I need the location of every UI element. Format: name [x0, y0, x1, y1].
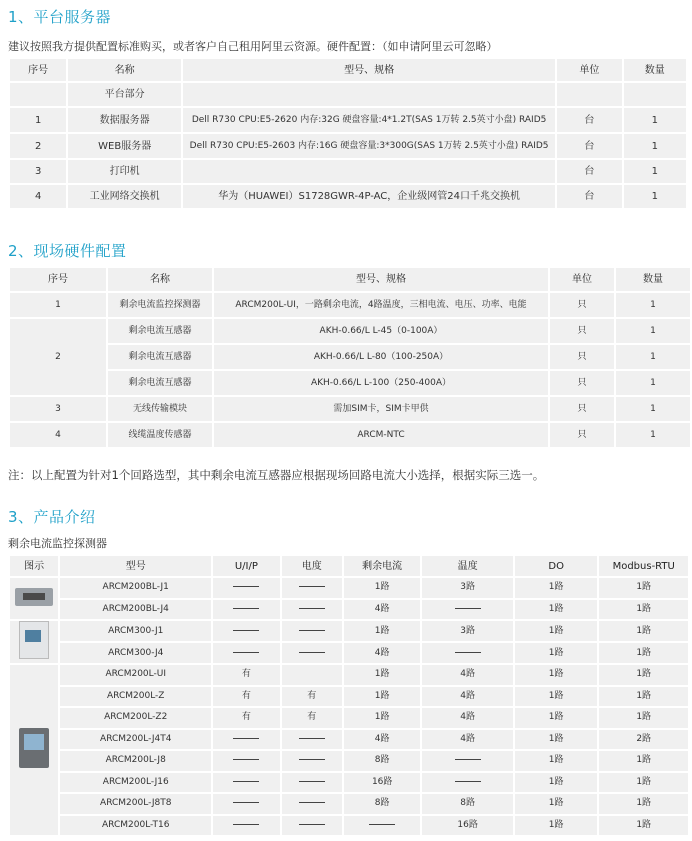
cell-energy-value [299, 781, 325, 782]
cell-spec: AKH-0.66/L L-45（0-100A） [214, 319, 548, 345]
cell-unit: 台 [557, 108, 621, 134]
arcm300-device-icon [19, 621, 49, 659]
cell-do [515, 708, 597, 730]
cell-energy [282, 600, 342, 622]
section1-title: 1、平台服务器 [8, 8, 112, 26]
cell-do [515, 600, 597, 622]
table-row [10, 160, 686, 185]
cell-modbus-value: 1路 [636, 819, 652, 830]
cell-model [60, 773, 211, 795]
cell-modbus-value: 1路 [636, 755, 652, 766]
cell-modbus [599, 751, 688, 773]
cell-do-value: 1路 [548, 712, 564, 723]
table-row [10, 578, 688, 600]
cell-residual-current-value: 4路 [374, 733, 390, 744]
cell-temperature-value: 4路 [460, 690, 476, 701]
cell-modbus [599, 665, 688, 687]
cell-temperature-value [455, 759, 481, 760]
cell-residual-current-value: 4路 [374, 603, 390, 614]
col-header: 序号 [10, 268, 106, 293]
cell-residual-current [344, 687, 420, 709]
cell-name: 剩余电流互感器 [108, 371, 212, 397]
cell-uip-value [233, 802, 259, 803]
cell-modbus-value: 1路 [636, 625, 652, 636]
cell-uip-value [233, 738, 259, 739]
cell-do-value: 1路 [548, 755, 564, 766]
cell-uip-value: 有 [241, 690, 251, 701]
cell-spec: 华为（HUAWEI）S1728GWR-4P-AC，企业级网管24口千兆交换机 [183, 185, 555, 210]
cell-temperature-value: 8路 [460, 798, 476, 809]
cell-model [60, 708, 211, 730]
cell-energy-value: 有 [307, 712, 317, 723]
section2-note: 注：以上配置为针对1个回路选型，其中剩余电流互感器应根据现场回路电流大小选择，根据实际三选一。 [8, 468, 545, 482]
cell-name: WEB服务器 [68, 134, 181, 160]
cell-unit: 只 [550, 423, 614, 449]
cell-unit: 只 [550, 319, 614, 345]
cell-do [515, 687, 597, 709]
cell-uip-value [233, 759, 259, 760]
cell-modbus [599, 621, 688, 643]
cell-uip-value [233, 608, 259, 609]
cell-model-value: ARCM200L-J16 [102, 776, 169, 787]
cell-unit: 台 [557, 160, 621, 185]
table-row [10, 185, 686, 210]
cell-model-value: ARCM300-J1 [108, 625, 164, 636]
cell-qty: 1 [616, 293, 690, 319]
cell-modbus [599, 730, 688, 752]
cell-energy [282, 816, 342, 838]
cell-energy-value [299, 608, 325, 609]
cell-do [515, 643, 597, 665]
cell-no: 4 [10, 423, 106, 449]
cell-modbus-value: 1路 [636, 582, 652, 593]
table-header-row [10, 268, 690, 293]
cell-qty: 1 [616, 345, 690, 371]
cell-no: 4 [10, 185, 66, 210]
cell-temperature-value [455, 608, 481, 609]
cell-qty [624, 83, 686, 108]
cell-name: 无线传输模块 [108, 397, 212, 423]
cell-name: 工业网络交换机 [68, 185, 181, 210]
cell-qty: 1 [624, 185, 686, 210]
cell-modbus-value: 1路 [636, 669, 652, 680]
product-table [8, 556, 690, 837]
cell-uip [213, 578, 279, 600]
cell-name: 数据服务器 [68, 108, 181, 134]
cell-model-value: ARCM200L-T16 [102, 819, 170, 830]
cell-no: 3 [10, 160, 66, 185]
cell-model [60, 578, 211, 600]
cell-qty: 1 [616, 371, 690, 397]
col-header: 型号、规格 [214, 268, 548, 293]
cell-modbus-value: 1路 [636, 690, 652, 701]
cell-energy [282, 730, 342, 752]
cell-residual-current [344, 773, 420, 795]
cell-residual-current-value: 8路 [374, 755, 390, 766]
cell-temperature-value: 3路 [460, 625, 476, 636]
cell-modbus [599, 773, 688, 795]
cell-model-value: ARCM200BL-J1 [102, 582, 169, 593]
cell-modbus [599, 600, 688, 622]
cell-temperature [422, 600, 513, 622]
table-header-row [10, 556, 688, 578]
cell-do [515, 773, 597, 795]
server-table [8, 59, 688, 210]
cell-uip-value: 有 [241, 669, 251, 680]
cell-model-value: ARCM200L-J8T8 [100, 798, 172, 809]
product-image [10, 665, 58, 837]
cell-residual-current [344, 621, 420, 643]
cell-do-value: 1路 [548, 733, 564, 744]
cell-do [515, 621, 597, 643]
cell-spec: Dell R730 CPU:E5-2620 内存:32G 硬盘容量:4*1.2T(SAS 1万转 2.5英寸小盘) RAID5 [183, 108, 555, 134]
cell-temperature-value [455, 652, 481, 653]
col-header: 序号 [10, 59, 66, 83]
cell-do-value: 1路 [548, 647, 564, 658]
section3-subtitle: 剩余电流监控探测器 [8, 537, 107, 550]
cell-temperature-value: 4路 [460, 712, 476, 723]
cell-energy-value [299, 824, 325, 825]
col-header: 数量 [616, 268, 690, 293]
col-header: Modbus-RTU [599, 556, 688, 578]
cell-name: 打印机 [68, 160, 181, 185]
cell-energy-value [299, 802, 325, 803]
arcm200l-device-icon [19, 728, 49, 768]
cell-model-value: ARCM200L-Z2 [104, 712, 168, 723]
cell-residual-current-value: 1路 [374, 582, 390, 593]
table-row [10, 730, 688, 752]
col-header: 单位 [550, 268, 614, 293]
cell-no: 1 [10, 108, 66, 134]
cell-energy [282, 643, 342, 665]
cell-temperature-value: 16路 [457, 819, 478, 830]
cell-do-value: 1路 [548, 690, 564, 701]
cell-residual-current [344, 794, 420, 816]
col-header: 单位 [557, 59, 621, 83]
cell-do-value: 1路 [548, 603, 564, 614]
cell-qty: 1 [624, 108, 686, 134]
cell-model [60, 816, 211, 838]
cell-energy [282, 708, 342, 730]
cell-spec [183, 83, 555, 108]
cell-residual-current [344, 751, 420, 773]
cell-energy [282, 773, 342, 795]
cell-no [10, 83, 66, 108]
table-header-row [10, 59, 686, 83]
cell-temperature [422, 643, 513, 665]
cell-temperature [422, 816, 513, 838]
cell-uip [213, 730, 279, 752]
cell-temperature [422, 730, 513, 752]
cell-modbus-value: 1路 [636, 712, 652, 723]
cell-spec: AKH-0.66/L L-100（250-400A） [214, 371, 548, 397]
cell-do [515, 816, 597, 838]
cell-name: 线缆温度传感器 [108, 423, 212, 449]
table-row [10, 319, 690, 345]
cell-model [60, 751, 211, 773]
col-header: 名称 [68, 59, 181, 83]
cell-spec [183, 160, 555, 185]
table-row [10, 751, 688, 773]
cell-spec: ARCM200L-UI，一路剩余电流，4路温度，三相电流、电压、功率、电能 [214, 293, 548, 319]
table-row [10, 345, 690, 371]
cell-modbus-value: 2路 [636, 733, 652, 744]
product-image [10, 621, 58, 665]
cell-energy [282, 794, 342, 816]
cell-residual-current [344, 816, 420, 838]
table-row [10, 83, 686, 108]
cell-energy-value [299, 652, 325, 653]
cell-modbus-value: 1路 [636, 603, 652, 614]
cell-spec: AKH-0.66/L L-80（100-250A） [214, 345, 548, 371]
cell-do-value: 1路 [548, 776, 564, 787]
cell-modbus [599, 708, 688, 730]
cell-do-value: 1路 [548, 625, 564, 636]
cell-residual-current [344, 665, 420, 687]
cell-modbus [599, 643, 688, 665]
cell-do [515, 751, 597, 773]
cell-model [60, 794, 211, 816]
hardware-table [8, 268, 692, 449]
cell-uip [213, 621, 279, 643]
cell-modbus [599, 816, 688, 838]
cell-residual-current [344, 643, 420, 665]
cell-no: 2 [10, 319, 106, 397]
cell-temperature-value [455, 781, 481, 782]
cell-temperature [422, 665, 513, 687]
cell-temperature [422, 708, 513, 730]
cell-spec: 需加SIM卡，SIM卡甲供 [214, 397, 548, 423]
cell-residual-current-value: 1路 [374, 625, 390, 636]
cell-uip [213, 773, 279, 795]
cell-uip [213, 643, 279, 665]
cell-temperature [422, 578, 513, 600]
cell-unit: 台 [557, 134, 621, 160]
table-row [10, 423, 690, 449]
cell-energy [282, 621, 342, 643]
cell-energy [282, 665, 342, 687]
cell-uip [213, 708, 279, 730]
cell-model [60, 600, 211, 622]
cell-uip-value [233, 781, 259, 782]
product-image [10, 578, 58, 621]
cell-model-value: ARCM200L-UI [105, 669, 166, 680]
cell-uip-value: 有 [241, 712, 251, 723]
col-header: 型号、规格 [183, 59, 555, 83]
col-header: 名称 [108, 268, 212, 293]
cell-energy-value [299, 630, 325, 631]
col-header: 剩余电流 [344, 556, 420, 578]
cell-do-value: 1路 [548, 669, 564, 680]
col-header: 图示 [10, 556, 58, 578]
cell-uip [213, 687, 279, 709]
cell-energy-value [299, 586, 325, 587]
cell-qty: 1 [624, 134, 686, 160]
cell-model-value: ARCM200L-J8 [105, 755, 166, 766]
cell-do [515, 578, 597, 600]
cell-qty: 1 [616, 423, 690, 449]
cell-qty: 1 [624, 160, 686, 185]
cell-temperature-value: 4路 [460, 669, 476, 680]
table-row [10, 108, 686, 134]
cell-spec: ARCM-NTC [214, 423, 548, 449]
table-row [10, 600, 688, 622]
cell-residual-current-value [369, 824, 395, 825]
table-row [10, 397, 690, 423]
cell-do-value: 1路 [548, 819, 564, 830]
cell-modbus-value: 1路 [636, 798, 652, 809]
cell-name: 剩余电流互感器 [108, 345, 212, 371]
table-row [10, 816, 688, 838]
cell-temperature-value: 4路 [460, 733, 476, 744]
cell-temperature [422, 794, 513, 816]
table-row [10, 687, 688, 709]
cell-model [60, 665, 211, 687]
cell-uip-value [233, 586, 259, 587]
col-header: 数量 [624, 59, 686, 83]
cell-uip [213, 751, 279, 773]
section3-title: 3、产品介绍 [8, 508, 96, 526]
cell-uip-value [233, 824, 259, 825]
cell-do [515, 794, 597, 816]
arcm200bl-device-icon [15, 588, 53, 606]
col-header: DO [515, 556, 597, 578]
cell-unit: 只 [550, 371, 614, 397]
col-header: 温度 [422, 556, 513, 578]
col-header: 电度 [282, 556, 342, 578]
cell-model-value: ARCM200BL-J4 [102, 603, 169, 614]
cell-residual-current [344, 730, 420, 752]
cell-residual-current [344, 708, 420, 730]
section1-intro: 建议按照我方提供配置标准购买，或者客户自己租用阿里云资源。硬件配置：（如申请阿里云可忽略） [8, 40, 498, 53]
cell-residual-current-value: 4路 [374, 647, 390, 658]
cell-modbus [599, 687, 688, 709]
cell-unit: 只 [550, 293, 614, 319]
cell-do-value: 1路 [548, 582, 564, 593]
cell-residual-current-value: 8路 [374, 798, 390, 809]
cell-modbus [599, 578, 688, 600]
cell-energy-value: 有 [307, 690, 317, 701]
cell-do [515, 730, 597, 752]
cell-model-value: ARCM200L-J4T4 [100, 733, 172, 744]
cell-residual-current-value: 1路 [374, 669, 390, 680]
cell-model [60, 687, 211, 709]
table-row [10, 708, 688, 730]
cell-energy [282, 578, 342, 600]
cell-temperature [422, 773, 513, 795]
table-row [10, 794, 688, 816]
cell-model [60, 730, 211, 752]
cell-uip [213, 816, 279, 838]
cell-model-value: ARCM200L-Z [107, 690, 165, 701]
cell-no: 3 [10, 397, 106, 423]
cell-energy [282, 687, 342, 709]
col-header: 型号 [60, 556, 211, 578]
section2-title: 2、现场硬件配置 [8, 242, 127, 260]
cell-name: 平台部分 [68, 83, 181, 108]
cell-no: 1 [10, 293, 106, 319]
cell-spec: Dell R730 CPU:E5-2603 内存:16G 硬盘容量:3*300G(SAS 1万转 2.5英寸小盘) RAID5 [183, 134, 555, 160]
cell-do-value: 1路 [548, 798, 564, 809]
table-row [10, 665, 688, 687]
table-row [10, 293, 690, 319]
cell-unit: 只 [550, 345, 614, 371]
cell-uip-value [233, 630, 259, 631]
cell-do [515, 665, 597, 687]
cell-residual-current [344, 600, 420, 622]
cell-temperature [422, 687, 513, 709]
cell-qty: 1 [616, 397, 690, 423]
cell-no: 2 [10, 134, 66, 160]
table-row [10, 371, 690, 397]
cell-unit: 台 [557, 185, 621, 210]
cell-residual-current-value: 1路 [374, 712, 390, 723]
cell-model-value: ARCM300-J4 [108, 647, 164, 658]
cell-energy-value [299, 759, 325, 760]
cell-qty: 1 [616, 319, 690, 345]
cell-name: 剩余电流互感器 [108, 319, 212, 345]
cell-energy-value [299, 738, 325, 739]
cell-unit: 只 [550, 397, 614, 423]
cell-residual-current-value: 16路 [371, 776, 393, 787]
cell-uip [213, 600, 279, 622]
cell-modbus-value: 1路 [636, 776, 652, 787]
cell-uip-value [233, 652, 259, 653]
table-row [10, 643, 688, 665]
cell-modbus-value: 1路 [636, 647, 652, 658]
cell-unit [557, 83, 621, 108]
cell-name: 剩余电流监控探测器 [108, 293, 212, 319]
col-header: U/I/P [213, 556, 279, 578]
cell-temperature [422, 621, 513, 643]
cell-model [60, 643, 211, 665]
cell-temperature [422, 751, 513, 773]
table-row [10, 134, 686, 160]
cell-modbus [599, 794, 688, 816]
cell-energy [282, 751, 342, 773]
cell-model [60, 621, 211, 643]
cell-residual-current-value: 1路 [374, 690, 390, 701]
cell-uip [213, 665, 279, 687]
cell-residual-current [344, 578, 420, 600]
table-row [10, 773, 688, 795]
table-row [10, 621, 688, 643]
cell-temperature-value: 3路 [460, 582, 476, 593]
cell-uip [213, 794, 279, 816]
